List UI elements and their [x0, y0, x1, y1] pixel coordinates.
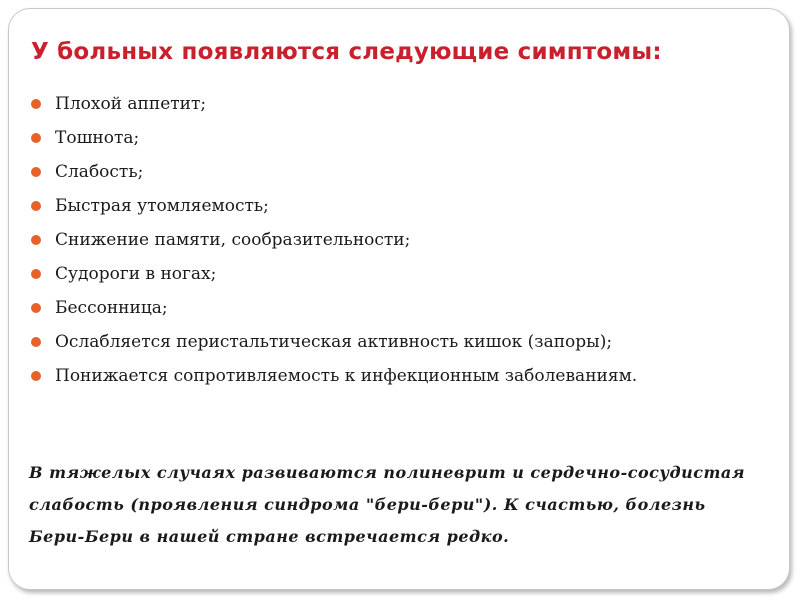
circle-bullet-icon: [31, 201, 41, 211]
circle-bullet-icon: [31, 337, 41, 347]
list-item: [31, 93, 637, 127]
circle-bullet-icon: [31, 269, 41, 279]
slide-title: У больных появляются следующие симптомы:: [31, 39, 662, 65]
list-item-text: Ослабляется перистальтическая активность кишок (запоры);: [55, 332, 613, 352]
severe-cases-note: В тяжелых случаях развиваются полиневрит и сердечно-сосудистая слабость (проявления синдрома "бери-бери"). К счастью, болезнь Бери-Бери в нашей стране встречается редко.: [29, 463, 745, 546]
list-item: [31, 365, 637, 399]
list-item-text: Быстрая утомляемость;: [55, 196, 269, 216]
list-item-text: Снижение памяти, сообразительности;: [55, 230, 411, 250]
circle-bullet-icon: [31, 99, 41, 109]
circle-bullet-icon: [31, 167, 41, 177]
list-item: [31, 263, 637, 297]
list-item-text: Судороги в ногах;: [55, 264, 217, 284]
circle-bullet-icon: [31, 371, 41, 381]
list-item-text: Слабость;: [55, 162, 144, 182]
list-item-text: Бессонница;: [55, 298, 168, 318]
list-item-text: Понижается сопротивляемость к инфекционным заболеваниям.: [55, 366, 638, 386]
circle-bullet-icon: [31, 303, 41, 313]
circle-bullet-icon: [31, 133, 41, 143]
list-item: [31, 161, 637, 195]
slide-frame: [8, 8, 790, 590]
list-item-text: Тошнота;: [55, 128, 140, 148]
list-item: [31, 229, 637, 263]
list-item: [31, 195, 637, 229]
list-item: [31, 127, 637, 161]
symptom-list: [31, 93, 637, 399]
circle-bullet-icon: [31, 235, 41, 245]
list-item-text: Плохой аппетит;: [55, 94, 207, 114]
list-item: [31, 331, 637, 365]
list-item: [31, 297, 637, 331]
